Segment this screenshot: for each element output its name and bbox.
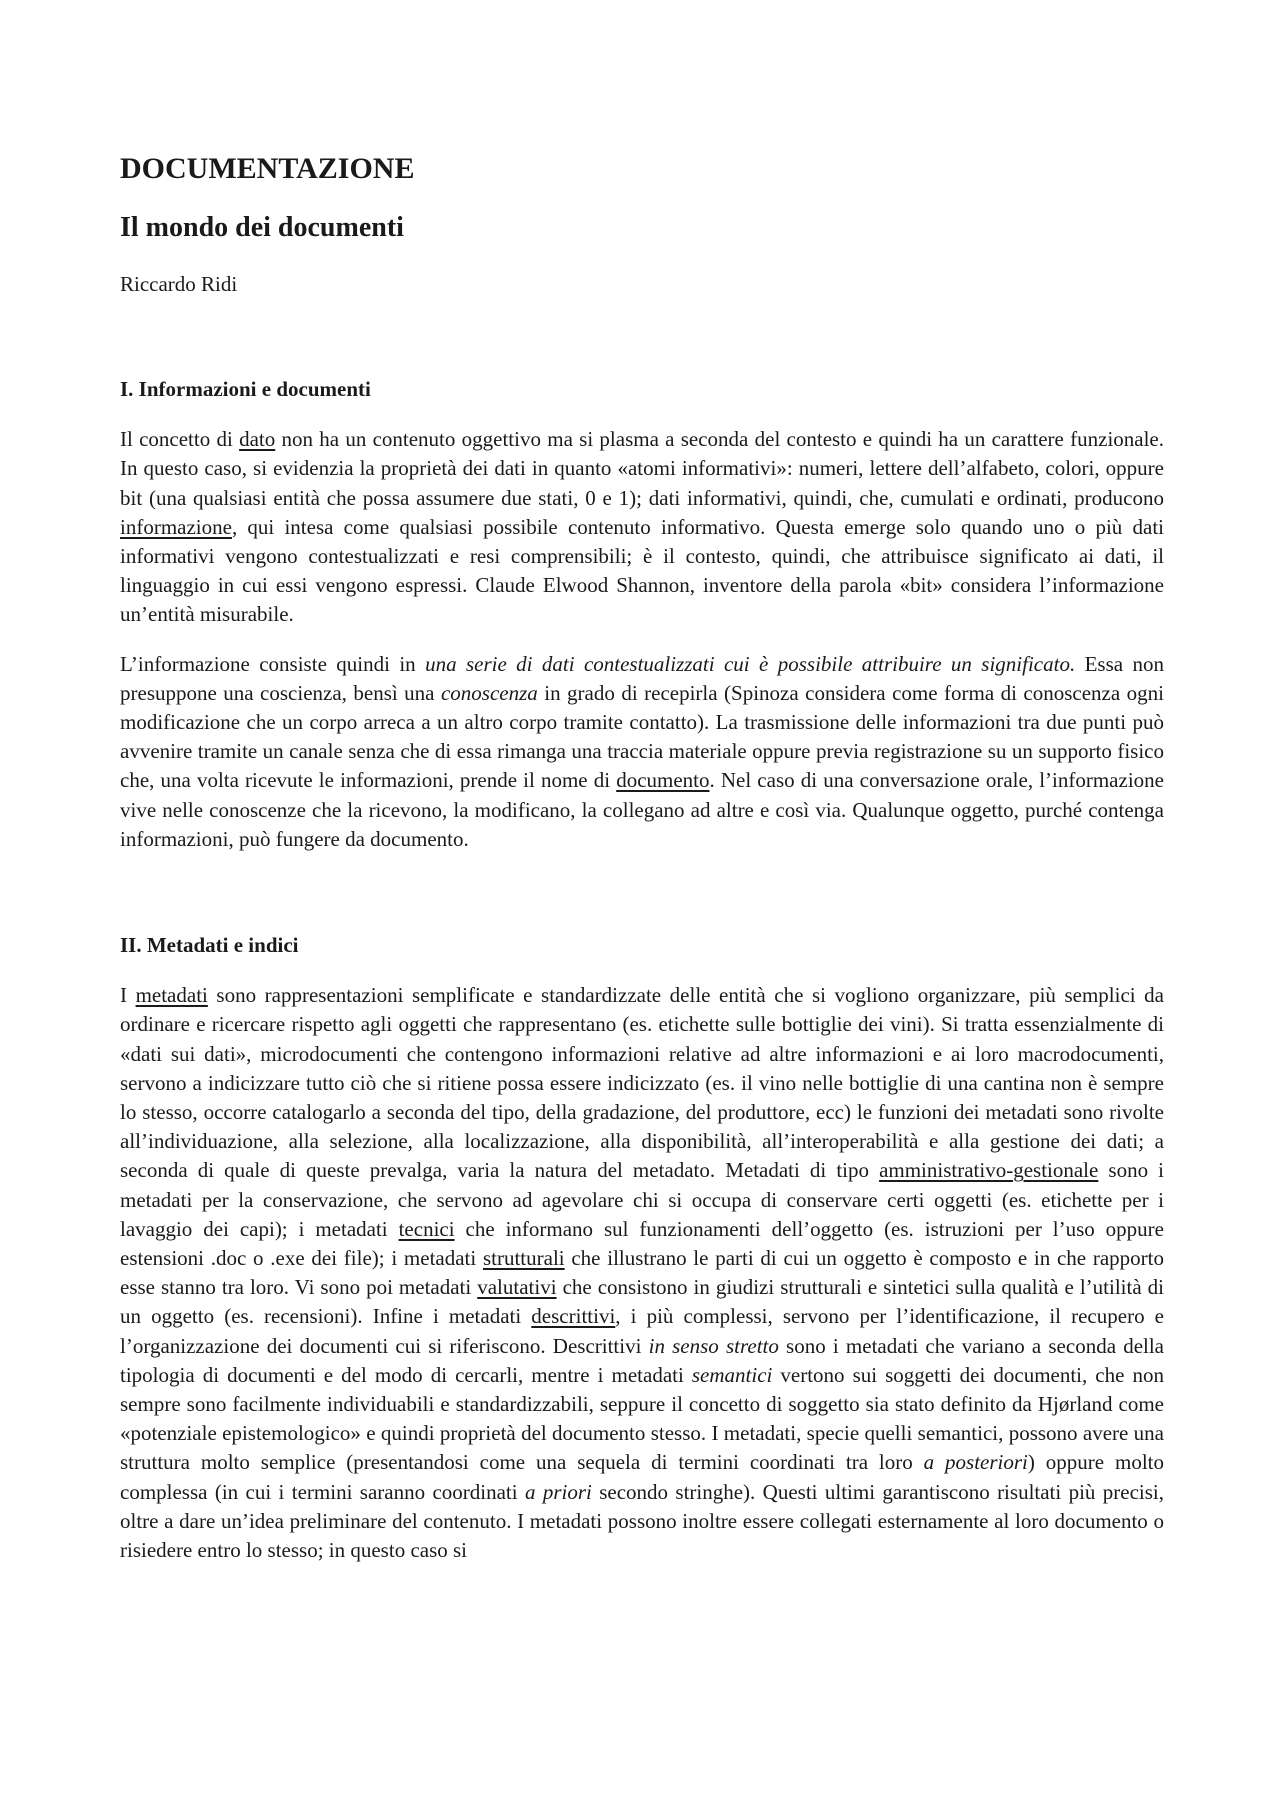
text-run: , i più complessi, servono per l’identificazione, il recupero e l’organizzazione dei documenti cui si riferiscono. Descrittivi <box>120 1304 1164 1358</box>
text-run: Il concetto di <box>120 427 240 452</box>
underlined-term: dato <box>239 427 276 452</box>
paragraph <box>120 425 1164 629</box>
text-run: secondo stringhe). Questi ultimi garantiscono risultati più precisi, oltre a dare un’idea preliminare del contenuto. I metadati possono inoltre essere collegati esternamente al loro documento o risiedere entro lo stesso; in questo caso si <box>120 1479 1165 1563</box>
author-name: Riccardo Ridi <box>120 271 238 296</box>
text-run: . Nel caso di una conversazione orale, l’informazione vive nelle conoscenze che la ricevono, la modificano, la collegano ad altre e così via. Qualunque oggetto, purché contenga informazioni, può fungere da documento. <box>120 768 1164 851</box>
text-run: che informano sul funzionamenti dell’oggetto (es. istruzioni per l’uso oppure estensioni .doc o .exe dei file); i metadati <box>120 1216 1164 1271</box>
italic-phrase: a priori <box>524 1479 592 1504</box>
text-run: ) oppure molto complessa (in cui i termini saranno coordinati <box>120 1450 1164 1504</box>
underlined-term: descrittivi <box>531 1304 616 1329</box>
italic-phrase: semantici <box>691 1362 773 1387</box>
italic-phrase: a posteriori <box>923 1450 1028 1475</box>
paragraph <box>120 981 1164 1565</box>
section-metadati-e-indici <box>120 932 1164 1565</box>
text-run: sono i metadati che variano a seconda della tipologia di documenti e del modo di cercarli, mentre i metadati <box>120 1333 1165 1387</box>
text-run: sono i metadati per la conservazione, che servono ad agevolare chi si occupa di conservare certi oggetti (es. etichette per i lavaggio dei capi); i metadati <box>120 1158 1164 1241</box>
text-run: che consistono in giudizi strutturali e sintetici sulla qualità e l’utilità di un oggetto (es. recensioni). Infine i metadati <box>120 1275 1164 1329</box>
text-run: Essa non presuppone una coscienza, bensì una <box>120 651 1164 705</box>
text-run: L’informazione consiste quindi in <box>120 651 426 676</box>
section-heading: II. Metadati e indici <box>120 932 299 957</box>
underlined-term: valutativi <box>477 1275 557 1300</box>
document-title: DOCUMENTAZIONE <box>120 152 415 185</box>
underlined-term: amministrativo-gestionale <box>879 1158 1099 1183</box>
text-run: I <box>120 983 136 1008</box>
italic-phrase: in senso stretto <box>648 1333 779 1358</box>
underlined-term: metadati <box>135 983 208 1008</box>
italic-phrase: una serie di dati contestualizzati cui è possibile attribuire un significato. <box>425 651 1076 676</box>
text-run: sono rappresentazioni semplificate e standardizzate delle entità che si vogliono organizzare, più semplici da ordinare e ricercare rispetto agli oggetti che rappresentano (es. etichette sulle bottiglie dei vini). Si tratta essenzialmente di «dati sui dati», microdocumenti che contengono informazioni relative ad altre informazioni e ai loro macrodocumenti, servono a indicizzare tutto ciò che si ritiene possa essere indicizzato (es. il vino nelle bottiglie di una cantina non è sempre lo stesso, occorre catalogarlo a seconda del tipo, della gradazione, del produttore, ecc) le funzioni dei metadati sono rivolte all’individuazione, alla selezione, alla localizzazione, alla disponibilità, all’interoperabilità e alla gestione dei dati; a seconda di quale di queste prevalga, varia la natura del metadato. Metadati di tipo <box>120 983 1164 1183</box>
text-run: , qui intesa come qualsiasi possibile contenuto informativo. Questa emerge solo quando uno o più dati informativi vengono contestualizzati e resi comprensibili; è il contesto, quindi, che attribuisce significato ai dati, il linguaggio in cui essi vengono espressi. Claude Elwood Shannon, inventore della parola «bit» considera l’informazione un’entità misurabile. <box>120 514 1164 627</box>
paragraph <box>120 650 1164 854</box>
underlined-term: documento <box>616 768 710 793</box>
underlined-term: informazione <box>120 514 232 539</box>
section-heading: I. Informazioni e documenti <box>120 376 371 401</box>
section-informazioni-e-documenti <box>120 376 1164 854</box>
text-run: in grado di recepirla (Spinoza considera come forma di conoscenza ogni modificazione che un corpo arreca a un altro corpo tramite contatto). La trasmissione delle informazioni tra due punti può avvenire tramite un canale senza che di essa rimanga una traccia materiale oppure previa registrazione su un supporto fisico che, una volta ricevute le informazioni, prende il nome di <box>120 680 1164 793</box>
underlined-term: tecnici <box>398 1216 455 1241</box>
text-run: vertono sui soggetti dei documenti, che non sempre sono facilmente individuabili e standardizzabili, seppure il concetto di soggetto sia stato definito da Hjørland come «potenziale epistemologico» e quindi proprietà del documento stesso. I metadati, specie quelli semantici, possono avere una struttura molto semplice (presentandosi come una sequela di termini coordinati tra loro <box>120 1362 1164 1475</box>
document-subtitle: Il mondo dei documenti <box>120 211 404 243</box>
section-spacer <box>120 874 1164 932</box>
italic-phrase: conoscenza <box>440 680 538 705</box>
text-run: che illustrano le parti di cui un oggetto è composto e in che rapporto esse stanno tra loro. Vi sono poi metadati <box>120 1246 1164 1300</box>
underlined-term: strutturali <box>482 1246 565 1271</box>
text-run: non ha un contenuto oggettivo ma si plasma a seconda del contesto e quindi ha un carattere funzionale. In questo caso, si evidenzia la proprietà dei dati in quanto «atomi informativi»: numeri, lettere dell’alfabeto, colori, oppure bit (una qualsiasi entità che possa assumere due stati, 0 e 1); dati informativi, quindi, che, cumulati e ordinati, producono <box>120 427 1165 510</box>
